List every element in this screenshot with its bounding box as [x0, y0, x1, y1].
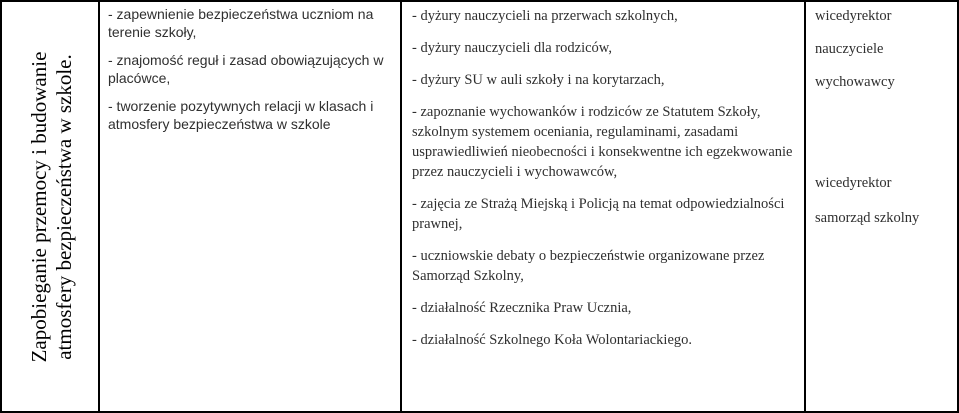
area-title-line-1: Zapobieganie przemocy i budowanie [27, 51, 51, 362]
task-item: - działalność Szkolnego Koła Wolontariackiego. [412, 332, 693, 348]
goals-cell [100, 2, 402, 411]
task-item: - zajęcia ze Strażą Miejską i Policją na temat odpowiedzialności prawnej, [412, 196, 785, 232]
task-item: - działalność Rzecznika Praw Ucznia, [412, 300, 632, 316]
responsible-item: wychowawcy [815, 74, 895, 90]
responsible-item: samorząd szkolny [815, 210, 920, 226]
area-title-line-2: atmosfery bezpieczeństwa w szkole. [52, 53, 76, 360]
responsible-cell [806, 2, 959, 411]
responsible-item: wicedyrektor [815, 8, 892, 24]
task-item: - dyżury SU w auli szkoły i na korytarzach, [412, 72, 665, 88]
task-item: - dyżury nauczycieli dla rodziców, [412, 40, 612, 56]
task-item: - uczniowskie debaty o bezpieczeństwie organizowane przez Samorząd Szkolny, [412, 248, 765, 284]
task-item: - zapoznanie wychowanków i rodziców ze Statutem Szkoły, szkolnym systemem oceniania, regulaminami, zasadami usprawiedliwień nieobecności i konsekwentne ich egzekwowanie przez nauczycieli i wychowawców, [412, 104, 793, 180]
goal-item: - tworzenie pozytywnych relacji w klasach i atmosfery bezpieczeństwa w szkole [108, 98, 374, 132]
area-cell [0, 2, 100, 411]
responsible-item: nauczyciele [815, 41, 884, 57]
task-item: - dyżury nauczycieli na przerwach szkolnych, [412, 8, 678, 24]
tasks-cell [402, 2, 806, 411]
goal-item: - znajomość reguł i zasad obowiązujących w placówce, [108, 52, 384, 86]
area-title [27, 17, 77, 397]
goal-item: - zapewnienie bezpieczeństwa uczniom na terenie szkoły, [108, 6, 374, 40]
responsible-item: wicedyrektor [815, 175, 892, 191]
